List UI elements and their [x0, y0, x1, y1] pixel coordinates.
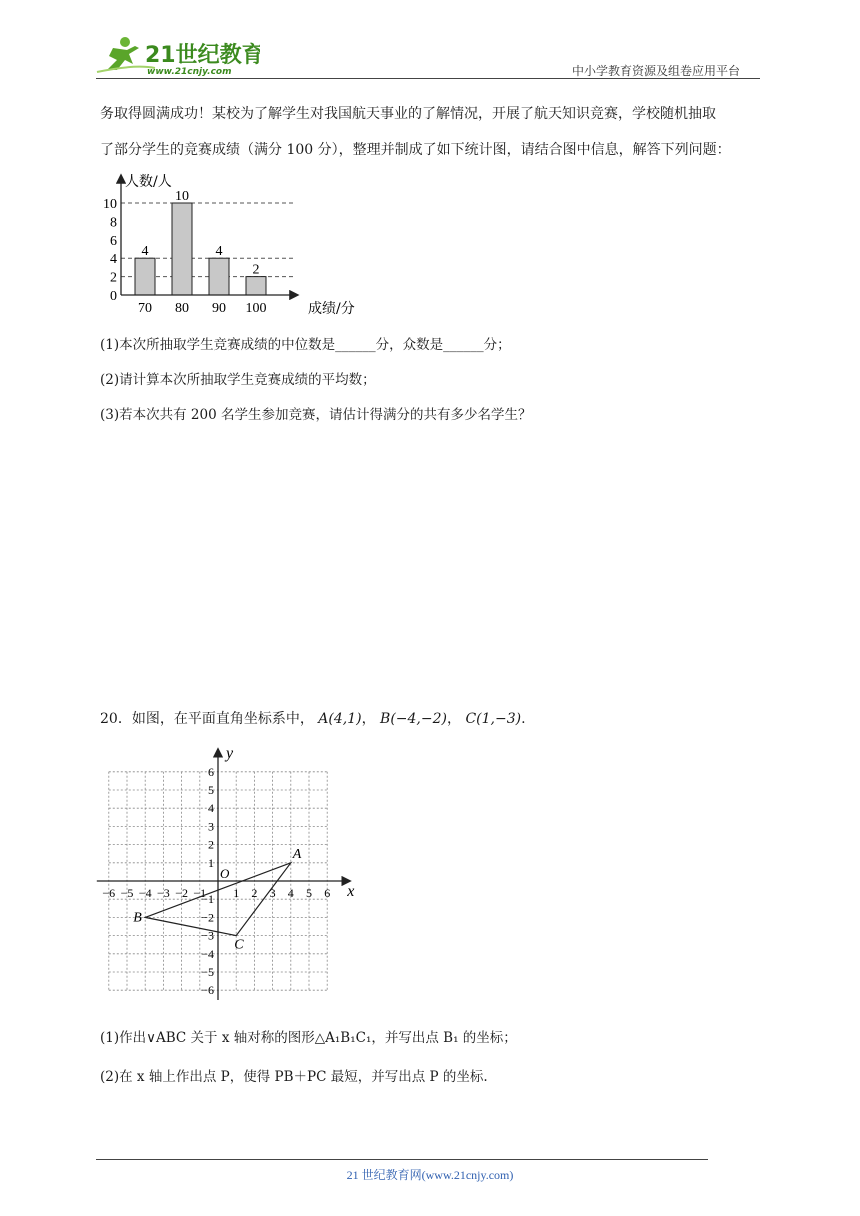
footer-divider: [96, 1159, 708, 1160]
q20-sep-2: ，: [446, 711, 461, 727]
q19-item-3: (3)若本次共有 200 名学生参加竞赛，请估计得满分的共有多少名学生？: [100, 407, 532, 423]
y-tick-label: 6: [208, 764, 214, 779]
y-axis-label: 人数/人: [125, 174, 172, 190]
x-tick-label: 100: [245, 301, 267, 316]
x-tick-label: 5: [306, 886, 312, 900]
coordinate-grid: [95, 740, 365, 1000]
y-tick-label: −3: [201, 928, 214, 943]
x-tick-label: 70: [138, 301, 152, 316]
q20-point-c: C(1,−3): [465, 711, 522, 727]
header-right-text: 中小学教育资源及组卷应用平台: [572, 64, 741, 78]
q20-end: .: [521, 711, 526, 727]
x-axis-label: 成绩/分: [308, 301, 355, 317]
bar-value-label: 4: [141, 244, 149, 260]
y-tick-label: −6: [201, 983, 214, 998]
x-tick-label: 4: [287, 886, 294, 900]
x-tick-label: −1: [193, 886, 207, 900]
logo-url: www.21cnjy.com: [147, 67, 232, 76]
y-tick-label: 5: [208, 783, 214, 797]
q20-stem-text: 如图，在平面直角坐标系中，: [131, 711, 314, 727]
y-tick-label: −4: [201, 946, 214, 961]
x-tick-label: −4: [138, 886, 152, 900]
y-tick-label: 8: [110, 215, 117, 231]
q20-point-b: B(−4,−2): [380, 711, 447, 727]
x-tick-label: 1: [233, 886, 240, 900]
bar-value-label: 10: [175, 189, 189, 204]
y-tick-label: −1: [201, 892, 214, 907]
footer-text[interactable]: 21 世纪教育网(www.21cnjy.com): [346, 1168, 514, 1182]
q20-sep-1: ，: [361, 711, 376, 727]
x-tick-label: 6: [324, 886, 331, 900]
y-tick-label: 3: [208, 819, 214, 834]
y-tick-label: 2: [208, 837, 214, 852]
bar: [172, 203, 192, 295]
q19-item-2: (2)请计算本次所抽取学生竞赛成绩的平均数；: [100, 372, 376, 388]
point-label-a: A: [292, 846, 302, 862]
x-tick-label: 80: [175, 301, 189, 316]
logo: [95, 34, 260, 76]
x-tick-label: −3: [157, 886, 170, 900]
y-tick-label: 2: [110, 270, 117, 286]
y-tick-label: −5: [201, 965, 214, 979]
intro-line-1: 务取得圆满成功！某校为了解学生对我国航天事业的了解情况，开展了航天知识竞赛，学校随机抽取: [100, 106, 716, 122]
y-tick-label: 4: [110, 252, 117, 268]
y-tick-label: −2: [201, 910, 214, 925]
x-tick-label: −6: [102, 886, 116, 900]
x-tick-label: 3: [269, 886, 276, 900]
bar-value-label: 4: [215, 244, 223, 260]
q20-item-1: (1)作出∨ABC 关于 x 轴对称的图形△A₁B₁C₁，并写出点 B₁ 的坐标；: [100, 1030, 517, 1046]
q20-stem: [100, 708, 526, 728]
logo-text: 21世纪教育: [145, 43, 260, 68]
bar-value-label: 2: [252, 262, 260, 278]
x-tick-label: 2: [251, 886, 258, 900]
y-tick-label: 4: [208, 801, 214, 816]
header-divider: [96, 78, 760, 79]
point-label-b: B: [133, 910, 142, 926]
intro-line-2: 了部分学生的竞赛成绩（满分 100 分），整理并制成了如下统计图，请结合图中信息，解答下列问题：: [100, 142, 731, 158]
y-axis-label: y: [226, 744, 234, 762]
y-tick-label: 10: [103, 197, 117, 212]
y-tick-label: 1: [208, 855, 214, 870]
bar: [246, 277, 266, 295]
x-axis-label: x: [347, 883, 355, 900]
q20-number: 20．: [100, 711, 132, 727]
q20-point-a: A(4,1): [318, 711, 362, 727]
x-tick-label: 90: [212, 301, 226, 316]
x-tick-label: −5: [120, 886, 134, 900]
x-tick-label: −2: [175, 886, 188, 900]
y-tick-label: 6: [110, 233, 117, 249]
point-label-c: C: [234, 937, 244, 953]
origin-label: O: [220, 866, 230, 881]
q19-item-1: (1)本次所抽取学生竞赛成绩的中位数是______分，众数是______分；: [100, 337, 511, 353]
y-tick-label: 0: [110, 289, 117, 304]
bar: [209, 258, 229, 295]
runner-logo-icon: [95, 34, 260, 76]
score-bar-chart: [95, 168, 355, 318]
q20-item-2: (2)在 x 轴上作出点 P，使得 PB＋PC 最短，并写出点 P 的坐标.: [100, 1069, 488, 1085]
bar: [135, 258, 155, 295]
